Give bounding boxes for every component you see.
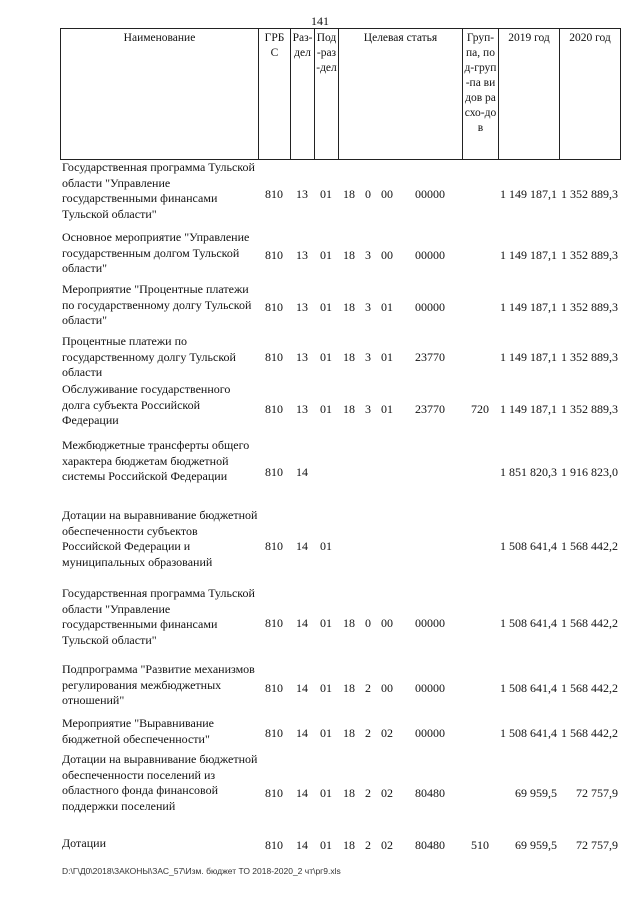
cell-cs4: 00000 xyxy=(415,616,445,631)
table-row xyxy=(60,836,620,856)
cell-cs3 xyxy=(376,508,398,586)
budget-sheet xyxy=(60,28,620,856)
cell-y2019: 1 508 641,4 xyxy=(500,616,557,631)
cell-y2020: 1 916 823,0 xyxy=(561,465,618,480)
cell-y2020: 1 352 889,3 xyxy=(561,187,618,202)
cell-prz: 01 xyxy=(320,187,332,202)
cell-cs1: 18 xyxy=(343,786,355,801)
cell-vr xyxy=(462,282,498,334)
table-row xyxy=(60,282,620,334)
cell-name: Дотации xyxy=(62,836,107,850)
cell-cs2: 3 xyxy=(365,402,371,417)
cell-cs2: 3 xyxy=(365,350,371,365)
table-row xyxy=(60,508,620,586)
table-row xyxy=(60,586,620,662)
cell-rz: 13 xyxy=(296,248,308,263)
cell-y2019: 1 851 820,3 xyxy=(500,465,557,480)
page-number: 141 xyxy=(311,14,329,28)
budget-table-body xyxy=(60,160,620,856)
cell-rz: 14 xyxy=(296,539,308,554)
cell-prz: 01 xyxy=(320,300,332,315)
table-row xyxy=(60,334,620,382)
cell-cs1: 18 xyxy=(343,300,355,315)
cell-prz: 01 xyxy=(320,838,332,853)
cell-name: Мероприятие "Процентные платежи по государственному долгу Тульской области" xyxy=(62,282,252,327)
cell-name: Дотации на выравнивание бюджетной обеспеченности поселений из областного фонда финансовой поддержки поселений xyxy=(62,752,258,813)
table-row xyxy=(60,438,620,508)
cell-vr xyxy=(462,160,498,230)
cell-cs3: 02 xyxy=(381,838,393,853)
cell-vr xyxy=(462,334,498,382)
cell-prz: 01 xyxy=(320,681,332,696)
cell-cs4 xyxy=(398,438,462,508)
cell-cs1: 18 xyxy=(343,187,355,202)
cell-cs1: 18 xyxy=(343,838,355,853)
cell-name: Мероприятие "Выравнивание бюджетной обеспеченности" xyxy=(62,716,214,746)
cell-grbs: 810 xyxy=(265,465,283,480)
cell-cs3: 00 xyxy=(381,187,393,202)
cell-y2019: 69 959,5 xyxy=(515,838,557,853)
cell-y2019: 1 508 641,4 xyxy=(500,726,557,741)
header-target: Целевая статья xyxy=(339,29,463,160)
table-row xyxy=(60,662,620,716)
cell-grbs: 810 xyxy=(265,681,283,696)
cell-vr xyxy=(462,438,498,508)
cell-cs1: 18 xyxy=(343,350,355,365)
table-header xyxy=(60,28,621,160)
cell-y2020: 1 568 442,2 xyxy=(561,616,618,631)
cell-prz: 01 xyxy=(320,726,332,741)
cell-vr xyxy=(462,508,498,586)
cell-y2019: 1 149 187,1 xyxy=(500,300,557,315)
cell-cs1 xyxy=(338,438,360,508)
cell-prz xyxy=(314,438,338,508)
cell-cs2: 2 xyxy=(365,681,371,696)
cell-cs4: 00000 xyxy=(415,726,445,741)
cell-vr xyxy=(462,586,498,662)
cell-cs4: 00000 xyxy=(415,187,445,202)
cell-name: Обслуживание государственного долга субъекта Российской Федерации xyxy=(62,382,231,427)
cell-y2020: 1 568 442,2 xyxy=(561,726,618,741)
cell-rz: 14 xyxy=(296,681,308,696)
cell-rz: 13 xyxy=(296,300,308,315)
cell-cs1 xyxy=(338,508,360,586)
cell-grbs: 810 xyxy=(265,786,283,801)
cell-grbs: 810 xyxy=(265,248,283,263)
table-row xyxy=(60,716,620,752)
cell-cs4: 00000 xyxy=(415,681,445,696)
cell-name: Дотации на выравнивание бюджетной обеспеченности субъектов Российской Федерации и муниципальных образований xyxy=(62,508,258,569)
cell-cs1: 18 xyxy=(343,248,355,263)
table-row xyxy=(60,230,620,282)
header-2020: 2020 год xyxy=(560,29,621,160)
cell-grbs: 810 xyxy=(265,726,283,741)
cell-grbs: 810 xyxy=(265,539,283,554)
cell-cs2: 3 xyxy=(365,248,371,263)
header-name: Наименование xyxy=(61,29,259,160)
cell-prz: 01 xyxy=(320,248,332,263)
cell-grbs: 810 xyxy=(265,402,283,417)
cell-cs4: 23770 xyxy=(415,350,445,365)
cell-rz: 14 xyxy=(296,786,308,801)
cell-cs1: 18 xyxy=(343,681,355,696)
cell-cs2: 2 xyxy=(365,726,371,741)
cell-cs3 xyxy=(376,438,398,508)
cell-vr: 510 xyxy=(471,838,489,853)
cell-rz: 13 xyxy=(296,402,308,417)
cell-y2019: 1 149 187,1 xyxy=(500,350,557,365)
header-2019: 2019 год xyxy=(499,29,560,160)
cell-grbs: 810 xyxy=(265,838,283,853)
cell-cs2: 3 xyxy=(365,300,371,315)
cell-vr: 720 xyxy=(471,402,489,417)
table-row xyxy=(60,160,620,230)
file-path-footer: D:\Г\Д0\2018\ЗАКОНЫ\ЗАС_57\Изм. бюджет ТО 2018-2020_2 чт\рг9.xls xyxy=(62,866,341,876)
cell-name: Основное мероприятие "Управление государственным долгом Тульской области" xyxy=(62,230,250,275)
cell-y2019: 1 149 187,1 xyxy=(500,402,557,417)
cell-y2020: 1 352 889,3 xyxy=(561,300,618,315)
table-row xyxy=(60,382,620,438)
header-group: Груп-па, под-груп-па видов расхо-дов xyxy=(463,29,499,160)
cell-y2019: 1 149 187,1 xyxy=(500,187,557,202)
cell-cs4: 00000 xyxy=(415,248,445,263)
cell-y2020: 1 568 442,2 xyxy=(561,681,618,696)
cell-name: Подпрограмма "Развитие механизмов регулирования межбюджетных отношений" xyxy=(62,662,255,707)
cell-vr xyxy=(462,716,498,752)
cell-vr xyxy=(462,752,498,836)
cell-rz: 14 xyxy=(296,838,308,853)
cell-grbs: 810 xyxy=(265,616,283,631)
header-grbs: ГРБ С xyxy=(259,29,291,160)
cell-cs4: 23770 xyxy=(415,402,445,417)
cell-cs1: 18 xyxy=(343,726,355,741)
cell-cs3: 01 xyxy=(381,402,393,417)
cell-y2019: 1 149 187,1 xyxy=(500,248,557,263)
cell-rz: 13 xyxy=(296,350,308,365)
cell-cs2: 2 xyxy=(365,786,371,801)
table-row xyxy=(60,752,620,836)
cell-cs3: 01 xyxy=(381,300,393,315)
cell-prz: 01 xyxy=(320,350,332,365)
cell-cs1: 18 xyxy=(343,616,355,631)
cell-y2020: 72 757,9 xyxy=(576,786,618,801)
cell-cs4: 00000 xyxy=(415,300,445,315)
cell-y2020: 72 757,9 xyxy=(576,838,618,853)
cell-prz: 01 xyxy=(320,402,332,417)
header-podrazdel: Под-раз-дел xyxy=(315,29,339,160)
cell-vr xyxy=(462,230,498,282)
cell-cs4 xyxy=(398,508,462,586)
cell-y2020: 1 352 889,3 xyxy=(561,350,618,365)
cell-y2019: 1 508 641,4 xyxy=(500,539,557,554)
cell-cs4: 80480 xyxy=(415,786,445,801)
cell-name: Межбюджетные трансферты общего характера бюджетам бюджетной системы Российской Федерации xyxy=(62,438,250,483)
cell-grbs: 810 xyxy=(265,350,283,365)
cell-cs3: 00 xyxy=(381,248,393,263)
cell-rz: 14 xyxy=(296,616,308,631)
cell-name: Государственная программа Тульской области "Управление государственными финансами Тульской области" xyxy=(62,160,255,221)
cell-cs1: 18 xyxy=(343,402,355,417)
cell-prz: 01 xyxy=(320,616,332,631)
cell-prz: 01 xyxy=(320,539,332,554)
cell-cs3: 00 xyxy=(381,681,393,696)
cell-cs2: 2 xyxy=(365,838,371,853)
cell-y2020: 1 568 442,2 xyxy=(561,539,618,554)
cell-y2019: 69 959,5 xyxy=(515,786,557,801)
cell-rz: 14 xyxy=(296,726,308,741)
cell-cs3: 01 xyxy=(381,350,393,365)
cell-grbs: 810 xyxy=(265,187,283,202)
cell-cs3: 02 xyxy=(381,726,393,741)
cell-cs2: 0 xyxy=(365,616,371,631)
cell-y2020: 1 352 889,3 xyxy=(561,402,618,417)
cell-prz: 01 xyxy=(320,786,332,801)
cell-cs2 xyxy=(360,508,376,586)
cell-cs2: 0 xyxy=(365,187,371,202)
cell-name: Процентные платежи по государственному долгу Тульской области xyxy=(62,334,236,379)
cell-rz: 14 xyxy=(296,465,308,480)
cell-cs3: 02 xyxy=(381,786,393,801)
cell-cs2 xyxy=(360,438,376,508)
cell-rz: 13 xyxy=(296,187,308,202)
cell-grbs: 810 xyxy=(265,300,283,315)
cell-cs3: 00 xyxy=(381,616,393,631)
cell-cs4: 80480 xyxy=(415,838,445,853)
cell-y2019: 1 508 641,4 xyxy=(500,681,557,696)
header-razdel: Раз-дел xyxy=(291,29,315,160)
cell-vr xyxy=(462,662,498,716)
cell-y2020: 1 352 889,3 xyxy=(561,248,618,263)
cell-name: Государственная программа Тульской области "Управление государственными финансами Тульской области" xyxy=(62,586,255,647)
